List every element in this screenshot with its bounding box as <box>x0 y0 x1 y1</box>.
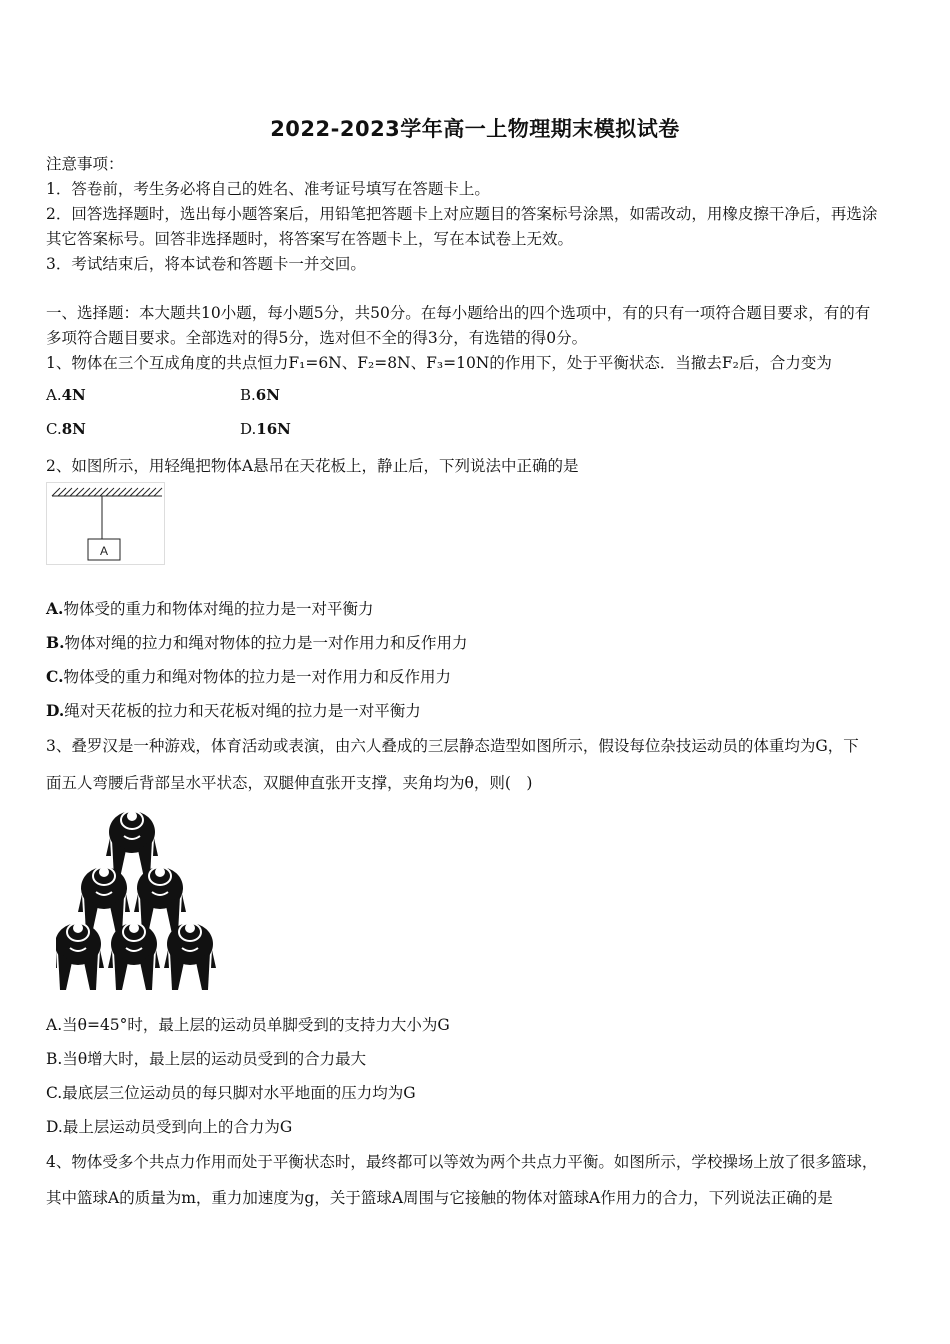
notice-heading: 注意事项： <box>46 155 124 173</box>
question-3-stem: 面五人弯腰后背部呈水平状态，双腿伸直张开支撑，夹角均为θ，则( ) <box>46 774 533 792</box>
question-3-stem: 3、叠罗汉是一种游戏，体育活动或表演，由六人叠成的三层静态造型如图所示，假设每位杂技运动员的体重均为G，下 <box>46 737 859 755</box>
question-4-stem: 4、物体受多个共点力作用而处于平衡状态时，最终都可以等效为两个共点力平衡。如图所示，学校操场上放了很多篮球， <box>46 1153 878 1171</box>
notice-item: 1．答卷前，考生务必将自己的姓名、准考证号填写在答题卡上。 <box>46 180 490 198</box>
section-instructions: 多项符合题目要求。全部选对的得5分，选对但不全的得3分，有选错的得0分。 <box>46 329 588 347</box>
q1-option-c: C.8N <box>46 420 86 438</box>
q1-option-d: D.16N <box>240 420 291 438</box>
section-instructions: 一、选择题：本大题共10小题，每小题5分，共50分。在每小题给出的四个选项中，有的只有一项符合题目要求，有的有 <box>46 304 871 322</box>
q3-option-b: B.当θ增大时，最上层的运动员受到的合力最大 <box>46 1050 367 1068</box>
block-label: A <box>99 544 109 558</box>
q3-option-c: C.最底层三位运动员的每只脚对水平地面的压力均为G <box>46 1084 416 1102</box>
question-1-stem: 1、物体在三个互成角度的共点恒力F₁=6N、F₂=8N、F₃=10N的作用下，处于平衡状态．当撤去F₂后，合力变为 <box>46 354 832 372</box>
question-4-stem: 其中篮球A的质量为m，重力加速度为g，关于篮球A周围与它接触的物体对篮球A作用力的合力，下列说法正确的是 <box>46 1189 833 1207</box>
human-pyramid-figure <box>56 806 220 992</box>
q3-option-d: D.最上层运动员受到向上的合力为G <box>46 1118 293 1136</box>
q1-option-a: A.4N <box>46 386 86 404</box>
q2-option-d: D.绳对天花板的拉力和天花板对绳的拉力是一对平衡力 <box>46 701 421 720</box>
q2-option-c: C.物体受的重力和绳对物体的拉力是一对作用力和反作用力 <box>46 667 451 686</box>
notice-item: 3．考试结束后，将本试卷和答题卡一并交回。 <box>46 255 366 273</box>
q2-option-a: A.物体受的重力和物体对绳的拉力是一对平衡力 <box>46 599 374 618</box>
hanging-block-figure <box>46 482 166 566</box>
exam-title: 2022-2023学年高一上物理期末模拟试卷 <box>270 117 680 141</box>
q3-option-a: A.当θ=45°时，最上层的运动员单脚受到的支持力大小为G <box>46 1016 450 1034</box>
notice-item: 其它答案标号。回答非选择题时，将答案写在答题卡上，写在本试卷上无效。 <box>46 230 574 248</box>
q1-option-b: B.6N <box>240 386 280 404</box>
q2-option-b: B.物体对绳的拉力和绳对物体的拉力是一对作用力和反作用力 <box>46 633 468 652</box>
question-2-stem: 2、如图所示，用轻绳把物体A悬吊在天花板上，静止后，下列说法中正确的是 <box>46 457 579 475</box>
notice-item: 2．回答选择题时，选出每小题答案后，用铅笔把答题卡上对应题目的答案标号涂黑，如需改动，用橡皮擦干净后，再选涂 <box>46 205 878 223</box>
